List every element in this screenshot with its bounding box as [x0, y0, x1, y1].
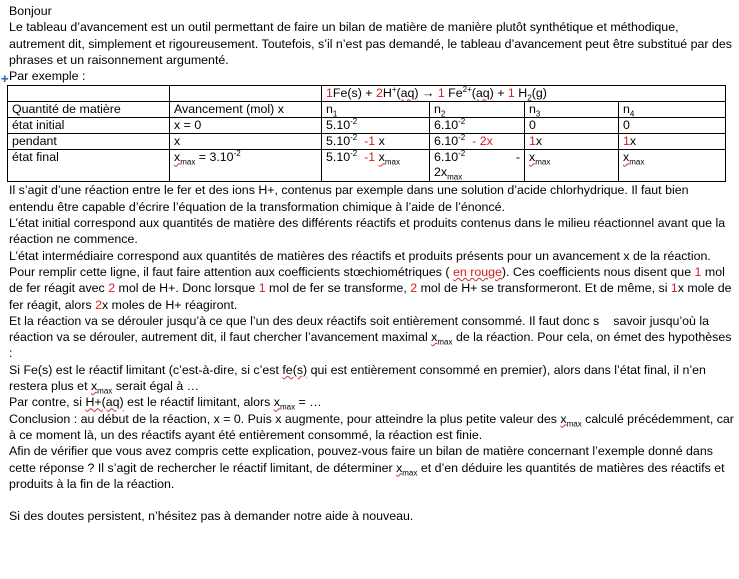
document-body [9, 3, 734, 524]
table-row-final: état final $x_{max} = 3.10^{-2}$ $5.10^{-2}$ -1 $x_{max}$ $6.10^{-2}$ - $2x_{max}$ $x_{max}$ $x_{max}$ [8, 150, 726, 182]
header-row [8, 102, 726, 118]
header-quantity: Quantité de matière [8, 102, 170, 118]
chemical-equation: 1Fe(s) + 2H+(aq) → 1 $Fe^{2+}(aq) + 1$ $H_2(g)$ [322, 86, 726, 102]
example-label: Par exemple : [9, 69, 86, 84]
paragraph-reaction: Il s’agit d’une réaction entre le fer et des ions H+, contenus par exemple dans une solution d’acide chlorhydrique. Il faut bien entendu être capable d’écrire l’équation de la transformation chimique à l’aide de l’énoncé. [9, 183, 689, 214]
header-n1: $n_1$ [322, 102, 430, 118]
table-row-initial: état initial x = 0 $5.10^{-2}$ $6.10^{-2}$ 0 0 [8, 118, 726, 134]
header-n4: $n_4$ [619, 102, 726, 118]
table-row-pendant: pendant x $5.10^{-2}$ -1 x $6.10^{-2} - 2x$ 1x 1x [8, 134, 726, 150]
header-n2: $n_2$ [430, 102, 525, 118]
paragraph-exercise: Afin de vérifier que vous avez compris cette explication, pouvez-vous faire un bilan de matière concernant l’exemple donné dans cette réponse ? Il s’agit de rechercher le réactif limitant, de déterminer $x_{max}$ et d’en déduire les quantités de matières des réactifs et produits à la fin de la réaction. [9, 444, 725, 491]
paragraph-hypotheses: Et la réaction va se dérouler jusqu’à ce que l’un des deux réactifs soit entièrement consommé. Il faut donc s savoir jusqu’où la réaction va se dérouler, autrement dit, il faut chercher l’avancement maximal $x_{max}$ de la réaction. Pour cela, on émet des hypothèses : [9, 313, 732, 361]
advancement-table [7, 85, 726, 182]
paragraph-initial-state: L’état initial correspond aux quantités de matière des différents réactifs et produits contenus dans le milieu réactionnel avant que la réaction ne commence. [9, 216, 726, 247]
header-advancement: Avancement (mol) x [170, 102, 322, 118]
paragraph-h-limiting: Par contre, si H+(aq) est le réactif limitant, alors $x_{max}$ = … [9, 395, 322, 412]
header-n3: $n_3$ [525, 102, 619, 118]
paragraph-anchor-icon: ✚ [1, 74, 9, 84]
equation-row [8, 86, 726, 102]
intro-paragraph: Le tableau d’avancement est un outil permettant de faire un bilan de matière de manière plutôt synthétique et méthodique, autrement dit, simplement et rigoureusement. Toutefois, s’il n’est pas demandé, le tableau d’avancement peut être substitué par des phrases et un raisonnement argumenté. [9, 20, 732, 67]
paragraph-fe-limiting: Si Fe(s) est le réactif limitant (c’est-à-dire, si c’est fe(s) qui est entièrement consommé en premier), alors dans l’état final, il n’en restera plus et $x_{max}$ serait égal à … [9, 362, 706, 396]
paragraph-conclusion: Conclusion : au début de la réaction, x = 0. Puis x augmente, pour atteindre la plus petite valeur des $x_{max}$ calculé précédemment, car à ce moment là, un des réactifs ayant été entièrement consommé, la réaction est finie. [9, 411, 734, 442]
greeting: Bonjour [9, 4, 52, 18]
closing-line: Si des doutes persistent, n’hésitez pas à demander notre aide à nouveau. [9, 509, 414, 524]
paragraph-intermediate-state: L’état intermédiaire correspond aux quantités de matières des réactifs et produits présents pour un avancement x de la réaction. Pour remplir cette ligne, il faut faire attention aux coefficients stœchiométriques ( en rouge). Ces coefficients nous disent que 1 mol de fer réagit avec 2 mol de H+. Donc lorsque 1 mol de fer se transforme, 2 mol de H+ se transformeront. Et de même, si 1x mole de fer réagit, alors 2x moles de H+ réagiront. [9, 248, 732, 312]
